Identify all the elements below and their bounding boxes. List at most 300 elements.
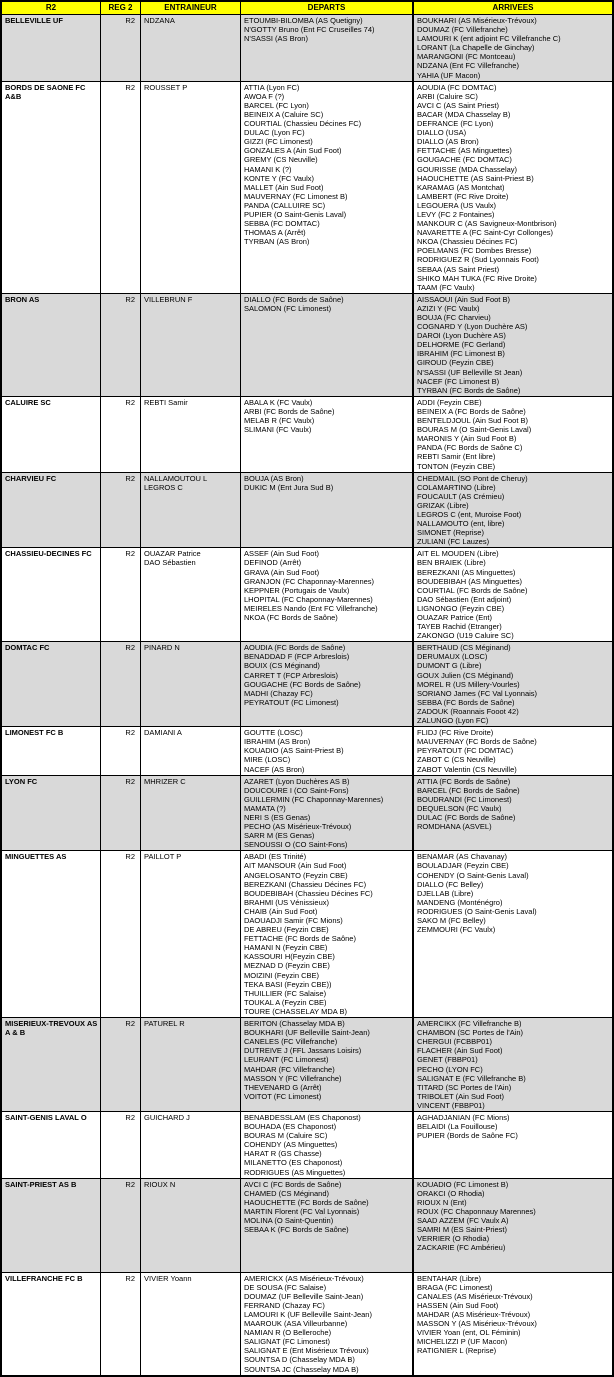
arrival-entry: AZIZI Y (FC Vaulx) bbox=[417, 303, 480, 313]
arrivals-list bbox=[412, 727, 612, 774]
departure-entry: PUPIER (O Saint-Genis Laval) bbox=[244, 209, 347, 219]
arrival-entry: CHEDMAIL (SO Pont de Cheruy) bbox=[417, 473, 528, 483]
arrival-entry: TRIBOLET (Ain Sud Foot) bbox=[417, 1091, 504, 1101]
arrivals-list bbox=[412, 548, 612, 641]
departure-entry: GOUGACHE (FC Bords de Saône) bbox=[244, 679, 361, 689]
arrival-entry: BEINEIX A (FC Bords de Saône) bbox=[417, 406, 526, 416]
departure-entry: IBRAHIM (AS Bron) bbox=[244, 737, 311, 747]
departure-entry: DOUMAZ (UF Belleville Saint-Jean) bbox=[244, 1291, 364, 1301]
arrivals-list bbox=[412, 1018, 612, 1111]
departure-entry: AVCI C (FC Bords de Saône) bbox=[244, 1179, 342, 1189]
coach-line: DAMIANI A bbox=[144, 728, 182, 738]
reg-level: R2 bbox=[100, 15, 140, 81]
arrival-entry: ADDI (Feyzin CBE) bbox=[417, 397, 482, 407]
arrival-entry: DELHORME (FC Gerland) bbox=[417, 340, 506, 350]
departure-entry: KOUADIO (AS Saint-Priest B) bbox=[244, 746, 344, 756]
departure-entry: FETTACHE (FC Bords de Saône) bbox=[244, 934, 356, 944]
departure-entry: MELAB R (FC Vaulx) bbox=[244, 416, 315, 426]
arrival-entry: DJELLAB (Libre) bbox=[417, 888, 474, 898]
departure-entry: AWOA F (?) bbox=[244, 91, 285, 101]
arrival-entry: DIALLO (USA) bbox=[417, 128, 467, 138]
departure-entry: ABADI (ES Trinité) bbox=[244, 852, 307, 862]
departure-entry: N'SASSI (AS Bron) bbox=[244, 34, 308, 44]
departure-entry: ETOUMBI-BILOMBA (AS Quetigny) bbox=[244, 16, 363, 25]
departures-list bbox=[240, 548, 412, 641]
departures-list bbox=[240, 1273, 412, 1375]
coach-list bbox=[140, 1179, 240, 1272]
table-row bbox=[2, 82, 612, 294]
reg-level: R2 bbox=[100, 1179, 140, 1272]
arrival-entry: AISSAOUI (Ain Sud Foot B) bbox=[417, 294, 510, 304]
club-name: BELLEVILLE UF bbox=[5, 16, 63, 25]
arrival-entry: SIMONET (Reprise) bbox=[417, 528, 484, 538]
arrival-entry: BENTELDJOUL (Ain Sud Foot B) bbox=[417, 416, 529, 426]
arrival-entry: SAAD AZZEM (FC Vaulx A) bbox=[417, 1216, 509, 1225]
table-row bbox=[2, 727, 612, 775]
arrivals-list bbox=[412, 82, 612, 293]
coach-line: PAILLOT P bbox=[144, 852, 182, 862]
departure-entry: RODRIGUES (AS Minguettes) bbox=[244, 1167, 346, 1177]
departure-entry: GREMY (CS Neuville) bbox=[244, 155, 318, 165]
arrival-entry: RIOUX N (Ent) bbox=[417, 1197, 467, 1207]
departure-entry: FERRAND (Chazay FC) bbox=[244, 1300, 325, 1310]
arrival-entry: BRAGA (FC Limonest) bbox=[417, 1282, 493, 1292]
departure-entry: BOUJA (AS Bron) bbox=[244, 473, 304, 483]
arrival-entry: VINCENT (FBBP01) bbox=[417, 1100, 485, 1110]
departure-entry: CHAMED (CS Méginand) bbox=[244, 1188, 330, 1198]
arrival-entry: KARAMAG (AS Montchat) bbox=[417, 182, 505, 192]
club-name: VILLEFRANCHE FC B bbox=[5, 1273, 83, 1283]
arrival-entry: ZABOT Valentin (CS Neuville) bbox=[417, 764, 517, 774]
departure-entry: SOUNTSA JC (Chasselay MDA B) bbox=[244, 1364, 359, 1374]
departure-entry: BOUKHARI (UF Belleville Saint-Jean) bbox=[244, 1028, 370, 1038]
arrival-entry: REBTI Samir (Ent libre) bbox=[417, 452, 496, 462]
arrivals-list bbox=[412, 294, 612, 396]
arrival-entry: LEGROS C (ent, Muroise Foot) bbox=[417, 509, 522, 519]
arrivals-list bbox=[412, 1179, 612, 1272]
coach-line: NDZANA bbox=[144, 16, 175, 25]
departure-entry: GONZALES A (Ain Sud Foot) bbox=[244, 146, 342, 156]
arrival-entry: MANDENG (Monténégro) bbox=[417, 897, 503, 907]
reg-level: R2 bbox=[100, 82, 140, 293]
departure-entry: NAMIAN R (O Belleroche) bbox=[244, 1328, 332, 1338]
departures-list bbox=[240, 473, 412, 548]
departure-entry: MIRE (LOSC) bbox=[244, 755, 291, 765]
departure-entry: NERI S (ES Genas) bbox=[244, 812, 311, 822]
coach-list bbox=[140, 727, 240, 774]
departure-entry: BEINEIX A (Caluire SC) bbox=[244, 109, 324, 119]
reg-level: R2 bbox=[100, 397, 140, 472]
reg-level: R2 bbox=[100, 548, 140, 641]
arrivals-list bbox=[412, 1273, 612, 1375]
reg-level: R2 bbox=[100, 776, 140, 851]
departure-entry: SARR M (ES Genas) bbox=[244, 831, 315, 841]
reg-level: R2 bbox=[100, 1018, 140, 1111]
arrival-entry: LEGOUERA (US Vaulx) bbox=[417, 200, 497, 210]
arrival-entry: SHIKO MAH TUKA (FC Rive Droite) bbox=[417, 273, 537, 283]
club-name: BORDS DE SAONE FC A&B bbox=[5, 82, 86, 101]
coach-line: OUAZAR Patrice bbox=[144, 549, 201, 559]
reg-level: R2 bbox=[100, 1273, 140, 1375]
departures-list bbox=[240, 15, 412, 81]
departure-entry: THOMAS A (Arrêt) bbox=[244, 228, 306, 238]
coach-line: VIVIER Yoann bbox=[144, 1273, 192, 1283]
departures-list bbox=[240, 642, 412, 726]
club-name: CALUIRE SC bbox=[5, 397, 51, 407]
arrival-entry: AVCI C (AS Saint Priest) bbox=[417, 100, 499, 110]
departure-entry: TOUKAL A (Feyzin CBE) bbox=[244, 997, 327, 1007]
departure-entry: AOUDIA (FC Bords de Saône) bbox=[244, 643, 346, 653]
arrival-entry: CHAMBON (SC Portes de l'Ain) bbox=[417, 1028, 524, 1038]
coach-line: RIOUX N bbox=[144, 1179, 176, 1189]
departure-entry: MEZNAD D (Feyzin CBE) bbox=[244, 961, 330, 971]
arrival-entry: BOURAS M (O Saint-Genis Laval) bbox=[417, 425, 532, 435]
table-row bbox=[2, 294, 612, 397]
departure-entry: PANDA (CALLUIRE SC) bbox=[244, 200, 326, 210]
departure-entry: MILANETTO (ES Chaponost) bbox=[244, 1158, 343, 1168]
arrival-entry: GOUX Julien (CS Méginand) bbox=[417, 670, 514, 680]
departure-entry: BEREZKANI (Chassieu Décines FC) bbox=[244, 879, 367, 889]
arrival-entry: FOUCAULT (AS Crémieu) bbox=[417, 491, 505, 501]
arrival-entry: BACAR (MDA Chasselay B) bbox=[417, 109, 511, 119]
departure-entry: COHENDY (AS Minguettes) bbox=[244, 1140, 338, 1150]
arrivals-list bbox=[412, 851, 612, 1017]
departure-entry: DAOUADJI Samir (FC Mions) bbox=[244, 916, 343, 925]
departure-entry: MARTIN Florent (FC Val Lyonnais) bbox=[244, 1206, 360, 1216]
departure-entry: TOURE (CHASSELAY MDA B) bbox=[244, 1006, 347, 1016]
club-name: LIMONEST FC B bbox=[5, 728, 64, 738]
reg-level: R2 bbox=[100, 851, 140, 1017]
arrival-entry: CANALES (AS Misérieux-Trévoux) bbox=[417, 1291, 533, 1301]
arrival-entry: BOUKHARI (AS Misérieux-Trévoux) bbox=[417, 16, 537, 25]
club-name: SAINT-PRIEST AS B bbox=[5, 1179, 77, 1189]
arrival-entry: DULAC (FC Bords de Saône) bbox=[417, 812, 516, 822]
coach-line: GUICHARD J bbox=[144, 1112, 190, 1122]
departure-entry: DE SOUSA (FC Salaise) bbox=[244, 1282, 327, 1292]
arrival-entry: HASSEN (Ain Sud Foot) bbox=[417, 1300, 499, 1310]
coach-line: MHRIZER C bbox=[144, 776, 186, 786]
coach-line: VILLEBRUN F bbox=[144, 294, 193, 304]
arrival-entry: YAHIA (UF Macon) bbox=[417, 70, 481, 80]
coach-list bbox=[140, 82, 240, 293]
arrival-entry: ZULIANI (FC Lauzes) bbox=[417, 537, 490, 547]
departure-entry: BOURAS M (Caluire SC) bbox=[244, 1131, 328, 1141]
coach-line: DAO Sébastien bbox=[144, 558, 196, 568]
arrivals-list bbox=[412, 1112, 612, 1178]
arrival-entry: TITARD (SC Portes de l'Ain) bbox=[417, 1082, 512, 1092]
arrival-entry: DIALLO (AS Bron) bbox=[417, 137, 479, 147]
arrival-entry: HAOUCHETTE (AS Saint-Priest B) bbox=[417, 173, 534, 183]
arrival-entry: DAO Sébastien (Ent adjoint) bbox=[417, 594, 512, 604]
departure-entry: BENABDESSLAM (ES Chaponost) bbox=[244, 1112, 361, 1122]
coach-list bbox=[140, 473, 240, 548]
arrival-entry: ORAKCI (O Rhodia) bbox=[417, 1188, 485, 1198]
club-name: BRON AS bbox=[5, 294, 40, 304]
arrival-entry: AIT EL MOUDEN (Libre) bbox=[417, 549, 499, 559]
departure-entry: DIALLO (FC Bords de Saône) bbox=[244, 294, 344, 304]
departure-entry: GRAVA (Ain Sud Foot) bbox=[244, 567, 320, 577]
arrival-entry: MOREL R (US Millery-Vourles) bbox=[417, 679, 520, 689]
arrival-entry: RODRIGUEZ R (Sud Lyonnais Foot) bbox=[417, 255, 539, 265]
coach-list bbox=[140, 642, 240, 726]
departure-entry: DUTREIVE J (FFL Jassans Loisirs) bbox=[244, 1046, 362, 1056]
departures-list bbox=[240, 776, 412, 851]
arrival-entry: SALIGNAT E (FC Villefranche B) bbox=[417, 1073, 526, 1083]
arrival-entry: VERRIER (O Rhodia) bbox=[417, 1234, 490, 1244]
arrival-entry: MARANGONI (FC Montceau) bbox=[417, 52, 516, 62]
arrival-entry: BEN BRAIEK (Libre) bbox=[417, 558, 486, 568]
club-name: MISERIEUX-TREVOUX AS A & B bbox=[5, 1019, 98, 1038]
header-entraineur-column: ENTRAINEUR bbox=[140, 2, 240, 14]
arrival-entry: AGHADJANIAN (FC Mions) bbox=[417, 1112, 510, 1122]
departure-entry: HARAT R (GS Chasse) bbox=[244, 1149, 322, 1159]
departure-entry: COURTIAL (Chassieu Décines FC) bbox=[244, 119, 362, 129]
departure-entry: MAHDAR (FC Villefranche) bbox=[244, 1064, 335, 1074]
arrival-entry: SORIANO James (FC Val Lyonnais) bbox=[417, 688, 538, 698]
departure-entry: MALLET (Ain Sud Foot) bbox=[244, 182, 324, 192]
arrivals-list bbox=[412, 397, 612, 472]
arrival-entry: FLIDJ (FC Rive Droite) bbox=[417, 728, 494, 738]
arrival-entry: COHENDY (O Saint-Genis Laval) bbox=[417, 870, 529, 880]
departure-entry: LEURANT (FC Limonest) bbox=[244, 1055, 329, 1065]
arrival-entry: BOUJA (FC Charvieu) bbox=[417, 313, 491, 322]
arrival-entry: DERUMAUX (LOSC) bbox=[417, 652, 488, 662]
departure-entry: ABALA K (FC Vaulx) bbox=[244, 397, 313, 407]
departure-entry: LAMOURI K (UF Belleville Saint-Jean) bbox=[244, 1310, 372, 1319]
departure-entry: CANELES (FC Villefranche) bbox=[244, 1037, 338, 1047]
arrival-entry: DEFRANCE (FC Lyon) bbox=[417, 119, 494, 129]
departure-entry: DE ABREU (Feyzin CBE) bbox=[244, 925, 329, 935]
arrival-entry: PECHO (LYON FC) bbox=[417, 1064, 483, 1074]
table-row bbox=[2, 548, 612, 642]
arrival-entry: OUAZAR Patrice (Ent) bbox=[417, 613, 493, 622]
arrival-entry: FETTACHE (AS Minguettes) bbox=[417, 146, 512, 156]
arrival-entry: MAUVERNAY (FC Bords de Saône) bbox=[417, 737, 537, 747]
coach-line: LEGROS C bbox=[144, 482, 183, 492]
arrival-entry: DUMONT G (Libre) bbox=[417, 661, 482, 671]
departure-entry: HAMANI K (?) bbox=[244, 164, 292, 174]
departure-entry: ANGELOSANTO (Feyzin CBE) bbox=[244, 870, 348, 880]
departure-entry: NACEF (AS Bron) bbox=[244, 764, 305, 774]
departure-entry: SALIGNAT E (Ent Misérieux Trévoux) bbox=[244, 1346, 369, 1356]
departure-entry: TYRBAN (AS Bron) bbox=[244, 237, 310, 247]
club-name: CHARVIEU FC bbox=[5, 473, 57, 483]
arrival-entry: COURTIAL (FC Bords de Saône) bbox=[417, 585, 528, 595]
departure-entry: GRANJON (FC Chaponnay-Marennes) bbox=[244, 576, 375, 586]
arrival-entry: VIVIER Yoan (ent, OL Féminin) bbox=[417, 1328, 521, 1338]
departure-entry: DUKIC M (Ent Jura Sud B) bbox=[244, 482, 334, 492]
arrival-entry: ZADOUK (Roannais Fooot 42) bbox=[417, 706, 519, 716]
arrival-entry: BOUDRANDI (FC Limonest) bbox=[417, 794, 512, 804]
departure-entry: BOUIX (CS Méginand) bbox=[244, 661, 320, 671]
club-name: DOMTAC FC bbox=[5, 643, 50, 653]
header-arrivees-column: ARRIVEES bbox=[412, 2, 612, 14]
table-row bbox=[2, 1273, 612, 1375]
departure-entry: MAAROUK (ASA Villeurbanne) bbox=[244, 1319, 348, 1329]
arrival-entry: TYRBAN (FC Bords de Saône) bbox=[417, 385, 521, 395]
departures-list bbox=[240, 1179, 412, 1272]
arrival-entry: ROMDHANA (ASVEL) bbox=[417, 822, 492, 832]
departure-entry: TEKA BASI (Feyzin CBE)) bbox=[244, 979, 332, 989]
arrival-entry: MANKOUR C (AS Savigneux-Montbrison) bbox=[417, 219, 557, 229]
departure-entry: ARBI (FC Bords de Saône) bbox=[244, 406, 335, 416]
departures-list bbox=[240, 1018, 412, 1111]
departure-entry: CARRET T (FCP Arbreslois) bbox=[244, 670, 339, 680]
reg-level: R2 bbox=[100, 642, 140, 726]
arrival-entry: ZABOT C (CS Neuville) bbox=[417, 755, 496, 765]
table-row bbox=[2, 473, 612, 549]
table-row bbox=[2, 15, 612, 82]
arrival-entry: LIGNONGO (Feyzin CBE) bbox=[417, 603, 505, 613]
arrivals-list bbox=[412, 15, 612, 81]
departure-entry: KASSOURI H(Feyzin CBE) bbox=[244, 952, 335, 962]
departure-entry: ATTIA (Lyon FC) bbox=[244, 82, 300, 92]
arrival-entry: PEYRATOUT (FC DOMTAC) bbox=[417, 746, 514, 756]
arrival-entry: FLACHER (Ain Sud Foot) bbox=[417, 1046, 503, 1056]
departure-entry: CHAIB (Ain Sud Foot) bbox=[244, 906, 318, 916]
club-name: CHASSIEU-DECINES FC bbox=[5, 549, 92, 559]
departure-entry: SEBAA K (FC Bords de Saône) bbox=[244, 1225, 349, 1235]
arrival-entry: CHERGUI (FCBBP01) bbox=[417, 1037, 493, 1047]
arrival-entry: NACEF (FC Limonest B) bbox=[417, 376, 500, 386]
coach-list bbox=[140, 548, 240, 641]
arrival-entry: AOUDIA (FC DOMTAC) bbox=[417, 82, 497, 92]
departures-list bbox=[240, 851, 412, 1017]
arrival-entry: BERTHAUD (CS Méginand) bbox=[417, 643, 511, 653]
arrival-entry: DEQUELSON (FC Vaulx) bbox=[417, 803, 502, 813]
arrival-entry: LAMOURI K (ent adjoint FC Villefranche C) bbox=[417, 34, 561, 44]
table-row bbox=[2, 397, 612, 473]
departure-entry: BOUHADA (ES Chaponost) bbox=[244, 1122, 337, 1132]
coach-list bbox=[140, 397, 240, 472]
arrival-entry: PUPIER (Bords de Saône FC) bbox=[417, 1131, 518, 1141]
coach-list bbox=[140, 1018, 240, 1111]
coach-list bbox=[140, 1112, 240, 1178]
reg-level: R2 bbox=[100, 1112, 140, 1178]
arrival-entry: ATTIA (FC Bords de Saône) bbox=[417, 776, 511, 786]
departure-entry: HAOUCHETTE (FC Bords de Saône) bbox=[244, 1197, 369, 1207]
arrival-entry: AMERCIKX (FC Villefranche B) bbox=[417, 1019, 522, 1029]
arrival-entry: ARBI (Caluire SC) bbox=[417, 91, 478, 101]
arrival-entry: GRIZAK (Libre) bbox=[417, 500, 469, 510]
arrival-entry: TAYEB Rachid (Etranger) bbox=[417, 622, 502, 632]
arrival-entry: RATIGNIER L (Reprise) bbox=[417, 1346, 497, 1356]
arrival-entry: PANDA (FC Bords de Saône C) bbox=[417, 443, 523, 453]
arrival-entry: ROUX (FC Chaponnauy Marennes) bbox=[417, 1206, 536, 1216]
arrival-entry: KOUADIO (FC Limonest B) bbox=[417, 1179, 509, 1189]
departure-entry: BENADDAD F (FCP Arbreslois) bbox=[244, 652, 350, 662]
coach-list bbox=[140, 776, 240, 851]
arrivals-list bbox=[412, 642, 612, 726]
table-row bbox=[2, 1179, 612, 1273]
departure-entry: DEFINOD (Arrêt) bbox=[244, 558, 302, 568]
header-reg-column: REG 2 bbox=[100, 2, 140, 14]
arrival-entry: LORANT (La Chapelle de Ginchay) bbox=[417, 43, 535, 53]
departure-entry: HAMANI N (Feyzin CBE) bbox=[244, 943, 328, 953]
arrival-entry: TAAM (FC Vaulx) bbox=[417, 282, 475, 292]
club-name: LYON FC bbox=[5, 776, 38, 786]
departure-entry: SALOMON (FC Limonest) bbox=[244, 303, 332, 313]
departure-entry: SENOUSSI O (CO Saint-Fons) bbox=[244, 840, 348, 850]
coach-line: REBTI Samir bbox=[144, 397, 188, 407]
departure-entry: AZARET (Lyon Duchères AS B) bbox=[244, 776, 350, 786]
coach-list bbox=[140, 1273, 240, 1375]
departure-entry: BERITON (Chasselay MDA B) bbox=[244, 1019, 345, 1029]
arrival-entry: LEVY (FC 2 Fontaines) bbox=[417, 209, 495, 219]
arrival-entry: LAMBERT (FC Rive Droite) bbox=[417, 191, 509, 201]
arrival-entry: SEBAA (AS Saint Priest) bbox=[417, 264, 500, 274]
departure-entry: KEPPNER (Portugais de Vaulx) bbox=[244, 585, 350, 595]
coach-list bbox=[140, 15, 240, 81]
departure-entry: KONTE Y (FC Vaulx) bbox=[244, 173, 315, 183]
table-row bbox=[2, 642, 612, 727]
arrivals-list bbox=[412, 473, 612, 548]
arrival-entry: POELMANS (FC Dombes Bresse) bbox=[417, 246, 532, 256]
departure-entry: PEYRATOUT (FC Limonest) bbox=[244, 697, 339, 707]
table-header bbox=[2, 2, 612, 15]
departure-entry: GIZZI (FC Limonest) bbox=[244, 137, 313, 147]
header-departs-column: DEPARTS bbox=[240, 2, 412, 14]
arrival-entry: MICHELIZZI P (UF Macon) bbox=[417, 1337, 508, 1347]
departures-list bbox=[240, 294, 412, 396]
departures-list bbox=[240, 82, 412, 293]
arrival-entry: RODRIGUES (O Saint-Genis Laval) bbox=[417, 906, 537, 916]
departure-entry: SEBBA (FC DOMTAC) bbox=[244, 219, 320, 229]
departure-entry: AMERICKX (AS Misérieux-Trévoux) bbox=[244, 1273, 364, 1283]
header-club-column: R2 bbox=[45, 3, 57, 12]
arrival-entry: ZALUNGO (Lyon FC) bbox=[417, 716, 489, 726]
coach-line: PATUREL R bbox=[144, 1019, 185, 1029]
departure-entry: LHOPITAL (FC Chaponnay-Marennes) bbox=[244, 594, 373, 604]
arrival-entry: BELAIDI (La Fouillouse) bbox=[417, 1122, 498, 1132]
departure-entry: MOLINA (O Saint-Quentin) bbox=[244, 1216, 334, 1225]
arrival-entry: NAVARETTE A (FC Saint-Cyr Collonges) bbox=[417, 228, 554, 238]
arrival-entry: NDZANA (Ent FC Villefranche) bbox=[417, 61, 519, 71]
club-name: SAINT-GENIS LAVAL O bbox=[5, 1112, 87, 1122]
arrivals-list bbox=[412, 776, 612, 851]
departure-entry: SOUNTSA D (Chasselay MDA B) bbox=[244, 1355, 355, 1365]
departure-entry: N'GOTTY Bruno (Ent FC Cruseilles 74) bbox=[244, 25, 375, 35]
departure-entry: MADHI (Chazay FC) bbox=[244, 688, 313, 698]
departure-entry: VOITOT (FC Limonest) bbox=[244, 1091, 322, 1101]
departure-entry: NKOA (FC Bords de Saône) bbox=[244, 613, 338, 622]
coach-list bbox=[140, 851, 240, 1017]
arrival-entry: GOUGACHE (FC DOMTAC) bbox=[417, 155, 512, 165]
arrival-entry: MAHDAR (AS Misérieux-Trévoux) bbox=[417, 1310, 531, 1319]
arrival-entry: MARONIS Y (Ain Sud Foot B) bbox=[417, 434, 517, 444]
arrival-entry: TONTON (Feyzin CBE) bbox=[417, 461, 496, 471]
arrival-entry: COLAMARTINO (Libre) bbox=[417, 482, 496, 492]
arrival-entry: ZEMMOURI (FC Vaulx) bbox=[417, 925, 496, 935]
arrival-entry: DAROI (Lyon Duchère AS) bbox=[417, 331, 506, 341]
arrival-entry: GOURISSE (MDA Chasselay) bbox=[417, 164, 518, 174]
departure-entry: MAUVERNAY (FC Limonest B) bbox=[244, 191, 348, 201]
coach-line: PINARD N bbox=[144, 643, 180, 653]
departure-entry: GOUTTE (LOSC) bbox=[244, 728, 303, 738]
departure-entry: THEVENARD G (Arrêt) bbox=[244, 1082, 322, 1092]
table-row bbox=[2, 851, 612, 1018]
arrival-entry: BENAMAR (AS Chavanay) bbox=[417, 852, 508, 862]
arrival-entry: SEBBA (FC Bords de Saône) bbox=[417, 697, 515, 707]
departure-entry: AIT MANSOUR (Ain Sud Foot) bbox=[244, 861, 347, 871]
departure-entry: SALIGNAT (FC Limonest) bbox=[244, 1337, 330, 1347]
coach-line: ROUSSET P bbox=[144, 82, 188, 92]
arrival-entry: IBRAHIM (FC Limonest B) bbox=[417, 349, 505, 359]
arrival-entry: BENTAHAR (Libre) bbox=[417, 1273, 482, 1283]
reg-level: R2 bbox=[100, 727, 140, 774]
arrival-entry: BOULADJAR (Feyzin CBE) bbox=[417, 861, 509, 871]
arrival-entry: BARCEL (FC Bords de Saône) bbox=[417, 785, 520, 795]
